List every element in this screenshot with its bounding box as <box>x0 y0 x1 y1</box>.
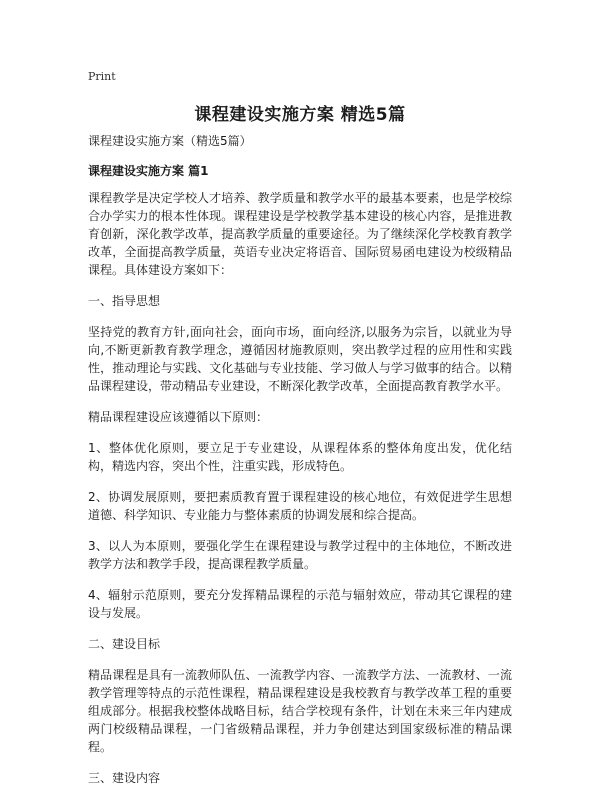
principle-item-2: 2、协调发展原则，要把素质教育置于课程建设的核心地位，有效促进学生思想道德、科学知识、专业能力与整体素质的协调发展和综合提高。 <box>88 490 512 522</box>
construction-goals-paragraph: 精品课程是具有一流教师队伍、一流教学内容、一流教学方法、一流教材、一流教学管理等特点的示范性课程，精品课程建设是我校教育与教学改革工程的重要组成部分。根据我校整体战略目标，结合学校现有条件，计划在未来三年内建成两门校级精品课程，一门省级精品课程，并力争创建达到国家级标准的精品课程。 <box>88 668 512 754</box>
heading-construction-content: 三、建设内容 <box>88 771 161 785</box>
section-title: 课程建设实施方案 篇1 <box>88 164 209 178</box>
guiding-ideology-paragraph: 坚持党的教育方针,面向社会，面向市场，面向经济,以服务为宗旨，以就业为导向,不断更新教育教学理念，遵循因材施教原则，突出教学过程的应用性和实践性，推动理论与实践、文化基础与专业技能、学习做人与学习做事的结合。以精品课程建设，带动精品专业建设，不断深化教学改革，全面提高教育教学水平。 <box>88 325 512 393</box>
heading-guiding-ideology: 一、指导思想 <box>88 294 161 308</box>
principle-item-1: 1、整体优化原则，要立足于专业建设，从课程体系的整体角度出发，优化结构，精选内容，突出个性，注重实践，形成特色。 <box>88 441 512 473</box>
intro-paragraph: 课程教学是决定学校人才培养、教学质量和教学水平的最基本要素，也是学校综合办学实力的根本性体现。课程建设是学校教学基本建设的核心内容，是推进教育创新，深化教学改革，提高教学质量的重要途径。为了继续深化学校教育教学改革，全面提高教学质量，英语专业决定将语音、国际贸易函电建设为校级精品课程。具体建设方案如下： <box>88 191 512 277</box>
print-label[interactable]: Print <box>88 70 116 83</box>
principle-item-3: 3、以人为本原则，要强化学生在课程建设与教学过程中的主体地位，不断改进教学方法和教学手段，提高课程教学质量。 <box>88 539 512 571</box>
document-title: 课程建设实施方案 精选5篇 <box>194 105 406 125</box>
document-subtitle: 课程建设实施方案（精选5篇） <box>88 134 252 148</box>
document-body <box>88 132 512 800</box>
principle-item-4: 4、辐射示范原则，要充分发挥精品课程的示范与辐射效应，带动其它课程的建设与发展。 <box>88 588 512 620</box>
heading-construction-goals: 二、建设目标 <box>88 637 161 651</box>
principles-intro: 精品课程建设应该遵循以下原则： <box>88 410 269 424</box>
